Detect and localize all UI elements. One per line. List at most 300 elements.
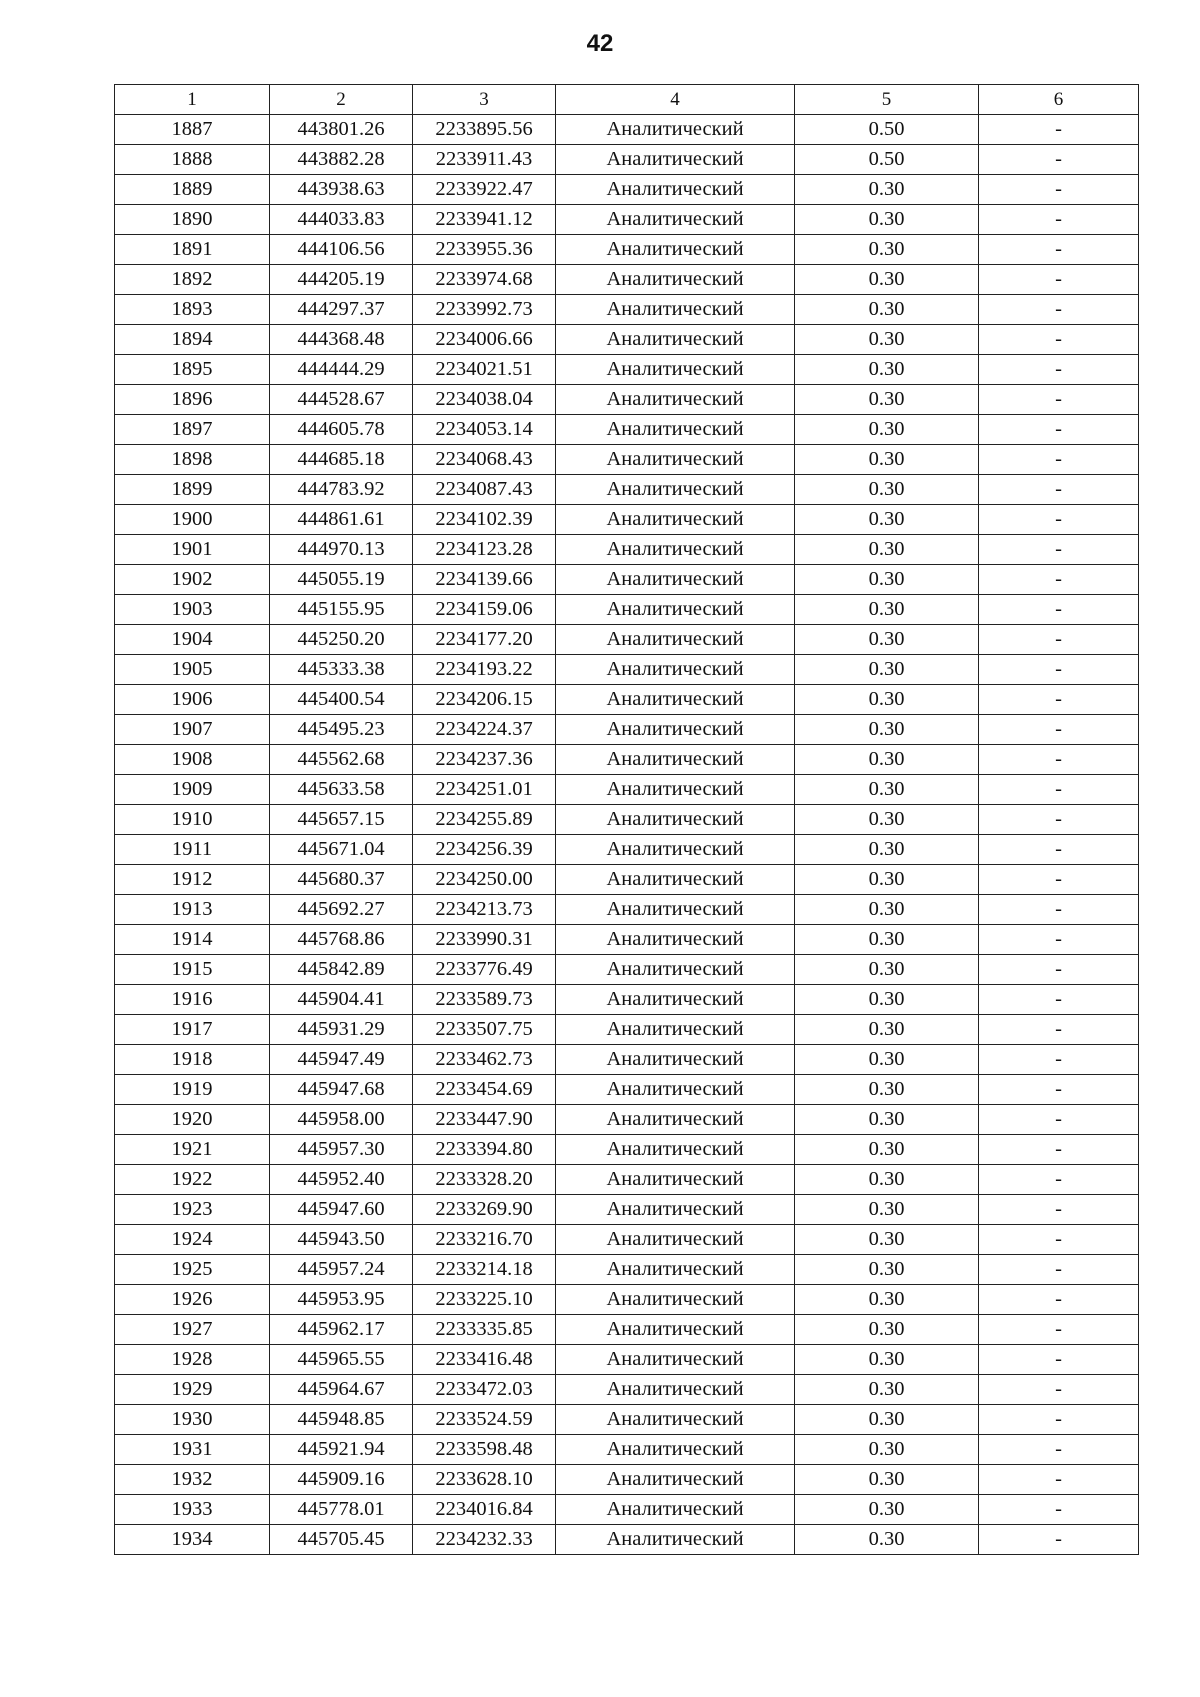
note-cell: - [979,445,1139,475]
y-coordinate-cell: 2233416.48 [413,1345,556,1375]
x-coordinate-cell: 444106.56 [270,235,413,265]
method-cell: Аналитический [556,1345,795,1375]
table-row [115,505,1139,535]
point-number-cell: 1928 [115,1345,270,1375]
y-coordinate-cell: 2233955.36 [413,235,556,265]
point-number-cell: 1904 [115,625,270,655]
x-coordinate-cell: 445692.27 [270,895,413,925]
note-cell: - [979,115,1139,145]
x-coordinate-cell: 445400.54 [270,685,413,715]
y-coordinate-cell: 2233269.90 [413,1195,556,1225]
table-row [115,1075,1139,1105]
table-row [115,775,1139,805]
y-coordinate-cell: 2234177.20 [413,625,556,655]
point-number-cell: 1930 [115,1405,270,1435]
method-cell: Аналитический [556,1165,795,1195]
accuracy-cell: 0.30 [795,955,979,985]
table-row [115,325,1139,355]
point-number-cell: 1915 [115,955,270,985]
column-header: 5 [795,85,979,115]
column-header: 6 [979,85,1139,115]
x-coordinate-cell: 443882.28 [270,145,413,175]
y-coordinate-cell: 2233447.90 [413,1105,556,1135]
note-cell: - [979,865,1139,895]
x-coordinate-cell: 445909.16 [270,1465,413,1495]
accuracy-cell: 0.30 [795,1255,979,1285]
method-cell: Аналитический [556,715,795,745]
method-cell: Аналитический [556,1195,795,1225]
accuracy-cell: 0.30 [795,865,979,895]
method-cell: Аналитический [556,505,795,535]
point-number-cell: 1887 [115,115,270,145]
x-coordinate-cell: 445562.68 [270,745,413,775]
table-row [115,715,1139,745]
note-cell: - [979,1525,1139,1555]
y-coordinate-cell: 2233628.10 [413,1465,556,1495]
accuracy-cell: 0.30 [795,1495,979,1525]
table-row [115,1465,1139,1495]
note-cell: - [979,265,1139,295]
x-coordinate-cell: 445947.60 [270,1195,413,1225]
point-number-cell: 1923 [115,1195,270,1225]
point-number-cell: 1900 [115,505,270,535]
x-coordinate-cell: 445250.20 [270,625,413,655]
accuracy-cell: 0.30 [795,295,979,325]
table-row [115,295,1139,325]
y-coordinate-cell: 2234038.04 [413,385,556,415]
accuracy-cell: 0.30 [795,1015,979,1045]
point-number-cell: 1901 [115,535,270,565]
method-cell: Аналитический [556,685,795,715]
method-cell: Аналитический [556,475,795,505]
note-cell: - [979,1255,1139,1285]
note-cell: - [979,385,1139,415]
table-row [115,1435,1139,1465]
point-number-cell: 1896 [115,385,270,415]
y-coordinate-cell: 2233225.10 [413,1285,556,1315]
note-cell: - [979,1045,1139,1075]
method-cell: Аналитический [556,625,795,655]
note-cell: - [979,1285,1139,1315]
table-row [115,1135,1139,1165]
table-row [115,685,1139,715]
note-cell: - [979,805,1139,835]
note-cell: - [979,1105,1139,1135]
accuracy-cell: 0.30 [795,1045,979,1075]
y-coordinate-cell: 2234068.43 [413,445,556,475]
method-cell: Аналитический [556,1525,795,1555]
method-cell: Аналитический [556,565,795,595]
method-cell: Аналитический [556,355,795,385]
table-row [115,145,1139,175]
x-coordinate-cell: 445705.45 [270,1525,413,1555]
note-cell: - [979,895,1139,925]
y-coordinate-cell: 2233335.85 [413,1315,556,1345]
method-cell: Аналитический [556,1495,795,1525]
accuracy-cell: 0.30 [795,205,979,235]
table-row [115,1525,1139,1555]
table-row [115,415,1139,445]
method-cell: Аналитический [556,445,795,475]
method-cell: Аналитический [556,895,795,925]
table-row [115,865,1139,895]
x-coordinate-cell: 445671.04 [270,835,413,865]
y-coordinate-cell: 2234237.36 [413,745,556,775]
method-cell: Аналитический [556,235,795,265]
x-coordinate-cell: 445958.00 [270,1105,413,1135]
x-coordinate-cell: 445948.85 [270,1405,413,1435]
column-header: 2 [270,85,413,115]
x-coordinate-cell: 444528.67 [270,385,413,415]
note-cell: - [979,1345,1139,1375]
note-cell: - [979,1135,1139,1165]
x-coordinate-cell: 444297.37 [270,295,413,325]
note-cell: - [979,625,1139,655]
note-cell: - [979,1435,1139,1465]
y-coordinate-cell: 2234251.01 [413,775,556,805]
x-coordinate-cell: 445495.23 [270,715,413,745]
y-coordinate-cell: 2233507.75 [413,1015,556,1045]
y-coordinate-cell: 2233214.18 [413,1255,556,1285]
method-cell: Аналитический [556,1105,795,1135]
x-coordinate-cell: 444861.61 [270,505,413,535]
y-coordinate-cell: 2233598.48 [413,1435,556,1465]
point-number-cell: 1899 [115,475,270,505]
accuracy-cell: 0.30 [795,1435,979,1465]
y-coordinate-cell: 2234053.14 [413,415,556,445]
point-number-cell: 1898 [115,445,270,475]
table-row [115,895,1139,925]
table-row [115,205,1139,235]
method-cell: Аналитический [556,1465,795,1495]
accuracy-cell: 0.30 [795,655,979,685]
method-cell: Аналитический [556,325,795,355]
x-coordinate-cell: 445947.49 [270,1045,413,1075]
point-number-cell: 1911 [115,835,270,865]
table-row [115,1495,1139,1525]
table-row [115,625,1139,655]
point-number-cell: 1907 [115,715,270,745]
table-row [115,1375,1139,1405]
point-number-cell: 1919 [115,1075,270,1105]
point-number-cell: 1893 [115,295,270,325]
accuracy-cell: 0.30 [795,1375,979,1405]
note-cell: - [979,415,1139,445]
point-number-cell: 1931 [115,1435,270,1465]
accuracy-cell: 0.30 [795,685,979,715]
point-number-cell: 1914 [115,925,270,955]
method-cell: Аналитический [556,1285,795,1315]
y-coordinate-cell: 2233524.59 [413,1405,556,1435]
table-row [115,655,1139,685]
point-number-cell: 1902 [115,565,270,595]
accuracy-cell: 0.30 [795,1075,979,1105]
method-cell: Аналитический [556,955,795,985]
x-coordinate-cell: 444033.83 [270,205,413,235]
coordinates-table [114,84,1139,1555]
x-coordinate-cell: 444368.48 [270,325,413,355]
note-cell: - [979,1375,1139,1405]
accuracy-cell: 0.30 [795,895,979,925]
note-cell: - [979,1495,1139,1525]
x-coordinate-cell: 444685.18 [270,445,413,475]
method-cell: Аналитический [556,865,795,895]
x-coordinate-cell: 444970.13 [270,535,413,565]
y-coordinate-cell: 2233911.43 [413,145,556,175]
accuracy-cell: 0.30 [795,445,979,475]
x-coordinate-cell: 445964.67 [270,1375,413,1405]
y-coordinate-cell: 2234206.15 [413,685,556,715]
y-coordinate-cell: 2233941.12 [413,205,556,235]
point-number-cell: 1916 [115,985,270,1015]
accuracy-cell: 0.30 [795,595,979,625]
point-number-cell: 1908 [115,745,270,775]
method-cell: Аналитический [556,745,795,775]
table-row [115,1015,1139,1045]
point-number-cell: 1909 [115,775,270,805]
accuracy-cell: 0.30 [795,1135,979,1165]
accuracy-cell: 0.30 [795,475,979,505]
y-coordinate-cell: 2234232.33 [413,1525,556,1555]
y-coordinate-cell: 2233992.73 [413,295,556,325]
x-coordinate-cell: 444783.92 [270,475,413,505]
y-coordinate-cell: 2234123.28 [413,535,556,565]
point-number-cell: 1922 [115,1165,270,1195]
table-row [115,1285,1139,1315]
note-cell: - [979,685,1139,715]
table-row [115,445,1139,475]
table-row [115,235,1139,265]
table-row [115,1315,1139,1345]
table-header-row [115,85,1139,115]
accuracy-cell: 0.30 [795,925,979,955]
x-coordinate-cell: 445947.68 [270,1075,413,1105]
y-coordinate-cell: 2233462.73 [413,1045,556,1075]
method-cell: Аналитический [556,805,795,835]
accuracy-cell: 0.30 [795,1405,979,1435]
y-coordinate-cell: 2233974.68 [413,265,556,295]
method-cell: Аналитический [556,1255,795,1285]
accuracy-cell: 0.30 [795,1165,979,1195]
note-cell: - [979,835,1139,865]
x-coordinate-cell: 443938.63 [270,175,413,205]
point-number-cell: 1925 [115,1255,270,1285]
point-number-cell: 1890 [115,205,270,235]
note-cell: - [979,1465,1139,1495]
note-cell: - [979,1195,1139,1225]
table-row [115,985,1139,1015]
point-number-cell: 1888 [115,145,270,175]
method-cell: Аналитический [556,595,795,625]
y-coordinate-cell: 2234139.66 [413,565,556,595]
table-row [115,955,1139,985]
note-cell: - [979,715,1139,745]
accuracy-cell: 0.30 [795,715,979,745]
table-row [115,385,1139,415]
point-number-cell: 1929 [115,1375,270,1405]
point-number-cell: 1906 [115,685,270,715]
accuracy-cell: 0.30 [795,625,979,655]
table-row [115,805,1139,835]
accuracy-cell: 0.30 [795,985,979,1015]
note-cell: - [979,145,1139,175]
note-cell: - [979,235,1139,265]
y-coordinate-cell: 2233454.69 [413,1075,556,1105]
point-number-cell: 1920 [115,1105,270,1135]
note-cell: - [979,1405,1139,1435]
y-coordinate-cell: 2233776.49 [413,955,556,985]
point-number-cell: 1905 [115,655,270,685]
table-row [115,535,1139,565]
point-number-cell: 1921 [115,1135,270,1165]
point-number-cell: 1934 [115,1525,270,1555]
x-coordinate-cell: 444605.78 [270,415,413,445]
method-cell: Аналитический [556,1045,795,1075]
y-coordinate-cell: 2233895.56 [413,115,556,145]
column-header: 1 [115,85,270,115]
note-cell: - [979,325,1139,355]
method-cell: Аналитический [556,1015,795,1045]
table-row [115,1195,1139,1225]
note-cell: - [979,205,1139,235]
accuracy-cell: 0.30 [795,1225,979,1255]
table-row [115,1345,1139,1375]
method-cell: Аналитический [556,1135,795,1165]
note-cell: - [979,955,1139,985]
x-coordinate-cell: 445921.94 [270,1435,413,1465]
note-cell: - [979,985,1139,1015]
point-number-cell: 1894 [115,325,270,355]
point-number-cell: 1932 [115,1465,270,1495]
accuracy-cell: 0.30 [795,1345,979,1375]
note-cell: - [979,745,1139,775]
accuracy-cell: 0.30 [795,505,979,535]
method-cell: Аналитический [556,415,795,445]
x-coordinate-cell: 445333.38 [270,655,413,685]
table-row [115,475,1139,505]
note-cell: - [979,475,1139,505]
point-number-cell: 1918 [115,1045,270,1075]
method-cell: Аналитический [556,535,795,565]
table-row [115,925,1139,955]
table-body [115,115,1139,1555]
y-coordinate-cell: 2233328.20 [413,1165,556,1195]
y-coordinate-cell: 2234102.39 [413,505,556,535]
y-coordinate-cell: 2233472.03 [413,1375,556,1405]
method-cell: Аналитический [556,655,795,685]
point-number-cell: 1926 [115,1285,270,1315]
method-cell: Аналитический [556,1075,795,1105]
x-coordinate-cell: 445965.55 [270,1345,413,1375]
note-cell: - [979,1075,1139,1105]
method-cell: Аналитический [556,985,795,1015]
x-coordinate-cell: 443801.26 [270,115,413,145]
x-coordinate-cell: 445957.24 [270,1255,413,1285]
y-coordinate-cell: 2233394.80 [413,1135,556,1165]
method-cell: Аналитический [556,295,795,325]
note-cell: - [979,565,1139,595]
method-cell: Аналитический [556,1225,795,1255]
method-cell: Аналитический [556,115,795,145]
method-cell: Аналитический [556,1405,795,1435]
column-header: 3 [413,85,556,115]
y-coordinate-cell: 2234250.00 [413,865,556,895]
accuracy-cell: 0.30 [795,805,979,835]
accuracy-cell: 0.30 [795,1525,979,1555]
table-row [115,1225,1139,1255]
table-row [115,595,1139,625]
method-cell: Аналитический [556,265,795,295]
note-cell: - [979,655,1139,685]
note-cell: - [979,295,1139,325]
accuracy-cell: 0.30 [795,535,979,565]
note-cell: - [979,1315,1139,1345]
accuracy-cell: 0.30 [795,385,979,415]
accuracy-cell: 0.30 [795,1465,979,1495]
table-row [115,355,1139,385]
y-coordinate-cell: 2234213.73 [413,895,556,925]
x-coordinate-cell: 445943.50 [270,1225,413,1255]
note-cell: - [979,505,1139,535]
point-number-cell: 1891 [115,235,270,265]
x-coordinate-cell: 445931.29 [270,1015,413,1045]
point-number-cell: 1892 [115,265,270,295]
accuracy-cell: 0.30 [795,1195,979,1225]
accuracy-cell: 0.30 [795,355,979,385]
point-number-cell: 1912 [115,865,270,895]
y-coordinate-cell: 2234224.37 [413,715,556,745]
x-coordinate-cell: 444444.29 [270,355,413,385]
note-cell: - [979,1165,1139,1195]
y-coordinate-cell: 2233922.47 [413,175,556,205]
x-coordinate-cell: 445953.95 [270,1285,413,1315]
y-coordinate-cell: 2234016.84 [413,1495,556,1525]
accuracy-cell: 0.30 [795,1285,979,1315]
table-row [115,565,1139,595]
x-coordinate-cell: 445778.01 [270,1495,413,1525]
page-number: 42 [586,30,614,57]
note-cell: - [979,355,1139,385]
point-number-cell: 1924 [115,1225,270,1255]
accuracy-cell: 0.30 [795,835,979,865]
x-coordinate-cell: 445155.95 [270,595,413,625]
accuracy-cell: 0.50 [795,115,979,145]
table-row [115,835,1139,865]
table-row [115,1165,1139,1195]
note-cell: - [979,535,1139,565]
point-number-cell: 1895 [115,355,270,385]
table-row [115,745,1139,775]
x-coordinate-cell: 445680.37 [270,865,413,895]
column-header: 4 [556,85,795,115]
y-coordinate-cell: 2233990.31 [413,925,556,955]
y-coordinate-cell: 2234087.43 [413,475,556,505]
x-coordinate-cell: 445657.15 [270,805,413,835]
point-number-cell: 1913 [115,895,270,925]
point-number-cell: 1903 [115,595,270,625]
method-cell: Аналитический [556,385,795,415]
point-number-cell: 1910 [115,805,270,835]
accuracy-cell: 0.30 [795,565,979,595]
method-cell: Аналитический [556,175,795,205]
table-row [115,115,1139,145]
table-row [115,1045,1139,1075]
x-coordinate-cell: 445962.17 [270,1315,413,1345]
point-number-cell: 1927 [115,1315,270,1345]
point-number-cell: 1897 [115,415,270,445]
table-row [115,265,1139,295]
method-cell: Аналитический [556,1375,795,1405]
